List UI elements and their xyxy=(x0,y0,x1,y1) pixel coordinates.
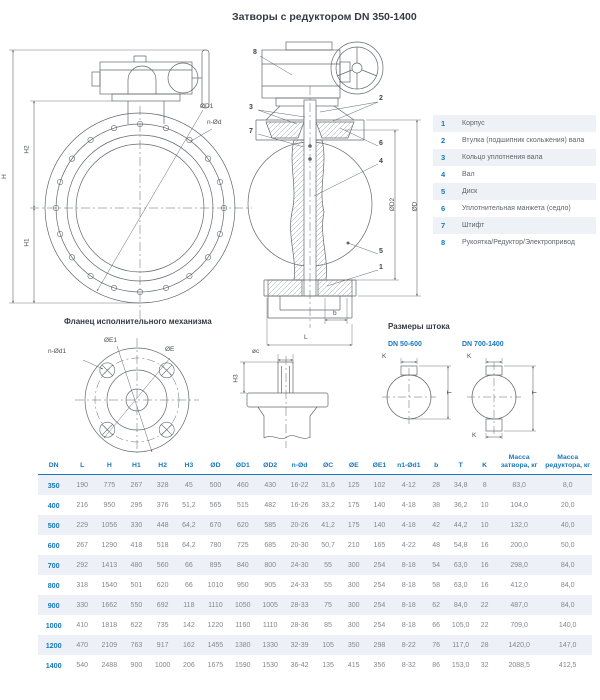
value-cell: 63,0 xyxy=(453,561,468,569)
value-cell: 501 xyxy=(130,581,143,589)
dn-cell: 600 xyxy=(47,540,60,550)
legend-item xyxy=(433,200,596,217)
value-cell: 430 xyxy=(264,481,276,489)
value-cell: 267 xyxy=(76,541,89,549)
stem-top-drawing xyxy=(240,354,328,448)
value-cell: 500 xyxy=(209,481,222,489)
table-header xyxy=(38,452,592,475)
value-cell: 86 xyxy=(432,661,441,669)
value-cell: 41,2 xyxy=(321,521,335,529)
value-cell: 206 xyxy=(183,661,195,669)
value-cell: 105 xyxy=(322,641,334,649)
parts-legend xyxy=(433,115,596,251)
value-cell: 8-18 xyxy=(401,561,416,569)
legend-item-number: 3 xyxy=(441,153,446,162)
dim-label-D1: ØD1 xyxy=(200,103,214,110)
dim-label-c: øc xyxy=(252,348,260,355)
column-header: Масса затвора, кг xyxy=(495,452,543,475)
column-header: ØC xyxy=(315,452,341,475)
value-cell: 448 xyxy=(156,521,169,529)
column-header: T xyxy=(447,452,474,475)
dim-label-D: ØD xyxy=(411,201,419,212)
legend-item-label: Вал xyxy=(462,171,475,178)
dim-label-H1: H1 xyxy=(23,238,31,247)
value-cell: 1110 xyxy=(208,601,223,609)
front-view-drawing xyxy=(9,50,252,322)
value-cell: 22 xyxy=(480,621,489,629)
value-cell: 1530 xyxy=(262,661,278,669)
dim-label-E: ØE xyxy=(165,346,175,353)
column-header: ØE xyxy=(341,452,367,475)
value-cell: 45 xyxy=(184,481,193,489)
legend-item-label: Уплотнительная манжета (седло) xyxy=(462,205,571,212)
value-cell: 709,0 xyxy=(510,621,528,629)
value-cell: 1050 xyxy=(234,601,251,609)
value-cell: 200,0 xyxy=(510,541,528,549)
legend-item xyxy=(433,183,596,200)
value-cell: 2488 xyxy=(101,661,118,669)
value-cell: 153,0 xyxy=(451,661,470,669)
value-cell: 20,0 xyxy=(560,501,575,509)
value-cell: 64,2 xyxy=(182,521,196,529)
value-cell: 300 xyxy=(347,601,360,609)
value-cell: 10 xyxy=(480,501,489,509)
value-cell: 165 xyxy=(373,541,386,549)
value-cell: 1290 xyxy=(101,541,118,549)
value-cell: 950 xyxy=(236,581,249,589)
value-cell: 135 xyxy=(322,661,334,669)
value-cell: 66 xyxy=(184,581,193,589)
value-cell: 1110 xyxy=(262,621,278,629)
value-cell: 32-39 xyxy=(290,641,309,649)
value-cell: 412,0 xyxy=(510,581,528,589)
value-cell: 34,8 xyxy=(453,481,468,489)
value-cell: 22 xyxy=(480,601,489,609)
legend-item xyxy=(433,149,596,166)
dn-cell: 400 xyxy=(47,500,60,510)
value-cell: 36-42 xyxy=(290,661,309,669)
value-cell: 254 xyxy=(373,561,386,569)
value-cell: 66 xyxy=(184,561,193,569)
table-row xyxy=(38,655,592,675)
value-cell: 16 xyxy=(480,561,489,569)
dn-cell: 800 xyxy=(47,580,60,590)
column-header: n1-Ød1 xyxy=(392,452,425,475)
value-cell: 50,0 xyxy=(560,541,575,549)
value-cell: 16-22 xyxy=(290,481,309,489)
value-cell: 1413 xyxy=(101,561,118,569)
callout-6: 6 xyxy=(379,140,383,147)
dim-label-L: L xyxy=(304,334,308,341)
value-cell: 51,2 xyxy=(182,501,196,509)
value-cell: 28 xyxy=(480,641,489,649)
value-cell: 292 xyxy=(76,561,89,569)
dn-cell: 1200 xyxy=(45,640,62,650)
legend-item xyxy=(433,166,596,183)
value-cell: 66 xyxy=(432,621,441,629)
legend-item-number: 4 xyxy=(441,170,446,179)
value-cell: 318 xyxy=(76,581,89,589)
value-cell: 295 xyxy=(130,501,143,509)
value-cell: 267 xyxy=(130,481,143,489)
column-header: H xyxy=(95,452,124,475)
value-cell: 84,0 xyxy=(453,601,468,609)
stem-sizes-title: Размеры штока xyxy=(388,322,450,331)
callout-4: 4 xyxy=(379,158,383,165)
value-cell: 102 xyxy=(373,481,386,489)
value-cell: 2088,5 xyxy=(508,661,530,669)
column-header: L xyxy=(69,452,95,475)
value-cell: 40,0 xyxy=(560,521,575,529)
dim-label-T2: T xyxy=(531,390,539,395)
value-cell: 518 xyxy=(156,541,169,549)
callout-8: 8 xyxy=(253,49,257,56)
table-row xyxy=(38,575,592,595)
value-cell: 42 xyxy=(432,521,441,529)
table-row xyxy=(38,555,592,575)
value-cell: 540 xyxy=(76,661,89,669)
value-cell: 328 xyxy=(156,481,169,489)
callout-5: 5 xyxy=(379,248,383,255)
value-cell: 190 xyxy=(76,481,89,489)
column-header: K xyxy=(474,452,495,475)
value-cell: 175 xyxy=(347,501,360,509)
legend-item-label: Корпус xyxy=(462,120,485,127)
section-view-drawing xyxy=(248,42,421,345)
value-cell: 415 xyxy=(347,661,360,669)
value-cell: 692 xyxy=(156,601,169,609)
value-cell: 48 xyxy=(432,541,441,549)
column-header: ØD1 xyxy=(229,452,256,475)
value-cell: 55 xyxy=(324,561,332,569)
legend-item-number: 5 xyxy=(441,187,446,196)
value-cell: 118 xyxy=(183,601,195,609)
value-cell: 1330 xyxy=(262,641,278,649)
value-cell: 1005 xyxy=(262,601,278,609)
value-cell: 105,0 xyxy=(451,621,470,629)
dim-label-K2b: K xyxy=(472,432,477,439)
dim-label-n-d: n-Ød xyxy=(207,119,222,126)
column-header: ØD2 xyxy=(256,452,283,475)
column-header: n-Ød xyxy=(284,452,315,475)
value-cell: 917 xyxy=(156,641,169,649)
dim-label-H: H xyxy=(0,174,8,179)
value-cell: 31,6 xyxy=(321,481,335,489)
value-cell: 1540 xyxy=(101,581,118,589)
column-header: H1 xyxy=(124,452,150,475)
value-cell: 412,5 xyxy=(558,661,577,669)
table-row xyxy=(38,495,592,515)
value-cell: 298 xyxy=(373,641,386,649)
value-cell: 229 xyxy=(76,521,89,529)
shaft-section-dn700-1400 xyxy=(467,358,539,439)
legend-item xyxy=(433,132,596,149)
value-cell: 8-18 xyxy=(401,601,416,609)
value-cell: 300 xyxy=(347,621,360,629)
value-cell: 104,0 xyxy=(510,501,528,509)
value-cell: 132,0 xyxy=(510,521,528,529)
value-cell: 76 xyxy=(432,641,441,649)
value-cell: 725 xyxy=(236,541,249,549)
value-cell: 4-18 xyxy=(401,501,416,509)
value-cell: 210 xyxy=(347,541,360,549)
value-cell: 620 xyxy=(156,581,169,589)
value-cell: 950 xyxy=(103,501,116,509)
legend-item xyxy=(433,234,596,251)
legend-item-label: Рукоятка/Редуктор/Электропривод xyxy=(462,239,575,246)
value-cell: 8-18 xyxy=(401,581,416,589)
value-cell: 24-33 xyxy=(290,581,309,589)
value-cell: 1662 xyxy=(101,601,118,609)
table-row xyxy=(38,615,592,635)
value-cell: 125 xyxy=(347,481,360,489)
value-cell: 175 xyxy=(347,521,360,529)
value-cell: 4-22 xyxy=(401,541,416,549)
value-cell: 162 xyxy=(183,641,195,649)
value-cell: 117,0 xyxy=(452,641,470,649)
value-cell: 10 xyxy=(480,521,489,529)
value-cell: 1455 xyxy=(207,641,224,649)
value-cell: 470 xyxy=(76,641,89,649)
value-cell: 140 xyxy=(373,501,386,509)
value-cell: 1380 xyxy=(234,641,251,649)
value-cell: 410 xyxy=(76,621,89,629)
value-cell: 515 xyxy=(236,501,249,509)
dim-label-K2: K xyxy=(467,353,472,360)
dn-cell: 700 xyxy=(47,560,60,570)
value-cell: 685 xyxy=(264,541,276,549)
value-cell: 622 xyxy=(130,621,143,629)
value-cell: 50,7 xyxy=(321,541,335,549)
value-cell: 8,0 xyxy=(562,481,573,489)
dim-label-H2: H2 xyxy=(23,145,31,154)
legend-item-label: Кольцо уплотнения вала xyxy=(462,154,543,161)
value-cell: 1420,0 xyxy=(508,641,530,649)
value-cell: 460 xyxy=(236,481,249,489)
column-header: DN xyxy=(38,452,69,475)
column-header: ØD xyxy=(202,452,229,475)
value-cell: 1590 xyxy=(234,661,251,669)
value-cell: 84,0 xyxy=(560,561,575,569)
dim-label-E1: ØE1 xyxy=(104,337,118,344)
value-cell: 140 xyxy=(373,521,386,529)
dim-label-b: b xyxy=(333,310,337,317)
column-header: H2 xyxy=(149,452,176,475)
table-row xyxy=(38,595,592,615)
column-header: H3 xyxy=(176,452,202,475)
value-cell: 147,0 xyxy=(558,641,577,649)
value-cell: 54 xyxy=(432,561,441,569)
value-cell: 33,2 xyxy=(321,501,335,509)
dn-cell: 900 xyxy=(47,600,60,610)
value-cell: 330 xyxy=(130,521,143,529)
value-cell: 4-12 xyxy=(401,481,416,489)
column-header: ØE1 xyxy=(367,452,393,475)
legend-item-label: Диск xyxy=(462,188,478,195)
value-cell: 38 xyxy=(432,501,441,509)
value-cell: 895 xyxy=(209,561,222,569)
table-row xyxy=(38,515,592,535)
value-cell: 62 xyxy=(432,601,441,609)
value-cell: 84,0 xyxy=(560,581,575,589)
page-title: Затворы с редуктором DN 350-1400 xyxy=(232,11,417,23)
value-cell: 64,2 xyxy=(182,541,196,549)
value-cell: 763 xyxy=(130,641,143,649)
value-cell: 4-18 xyxy=(401,521,416,529)
dimensions-table xyxy=(38,452,592,675)
shaft-section-dn50-600 xyxy=(382,358,454,426)
value-cell: 480 xyxy=(130,561,143,569)
value-cell: 356 xyxy=(373,661,386,669)
value-cell: 24-30 xyxy=(290,561,309,569)
actuator-flange-drawing xyxy=(75,338,199,453)
value-cell: 780 xyxy=(209,541,222,549)
dim-label-n-d1: n-Ød1 xyxy=(48,348,67,355)
value-cell: 1818 xyxy=(101,621,118,629)
value-cell: 28 xyxy=(432,481,441,489)
table-row xyxy=(38,475,592,496)
value-cell: 1675 xyxy=(207,661,224,669)
dn-cell: 500 xyxy=(47,520,60,530)
legend-item-label: Втулка (подшипник скольжения) вала xyxy=(462,137,585,144)
dim-label-H3: H3 xyxy=(232,374,240,383)
legend-item-number: 8 xyxy=(441,238,446,247)
callout-1: 1 xyxy=(379,264,383,271)
value-cell: 800 xyxy=(264,561,276,569)
value-cell: 900 xyxy=(130,661,143,669)
table-row xyxy=(38,635,592,655)
callout-2: 2 xyxy=(379,95,383,102)
value-cell: 20-26 xyxy=(290,521,309,529)
legend-item-label: Штифт xyxy=(462,222,485,229)
table-body xyxy=(38,475,592,676)
value-cell: 418 xyxy=(130,541,143,549)
dn-cell: 350 xyxy=(47,480,60,490)
flange-section-title: Фланец исполнительного механизма xyxy=(64,317,212,326)
value-cell: 1220 xyxy=(207,621,224,629)
value-cell: 840 xyxy=(236,561,249,569)
value-cell: 482 xyxy=(264,501,276,509)
value-cell: 670 xyxy=(209,521,222,529)
column-header: b xyxy=(425,452,447,475)
value-cell: 54,8 xyxy=(453,541,468,549)
callout-7: 7 xyxy=(249,128,253,135)
legend-item xyxy=(433,115,596,132)
value-cell: 300 xyxy=(347,581,360,589)
legend-item-number: 7 xyxy=(441,221,446,230)
legend-item xyxy=(433,217,596,234)
value-cell: 254 xyxy=(373,601,386,609)
value-cell: 83,0 xyxy=(512,481,526,489)
value-cell: 16 xyxy=(480,541,489,549)
value-cell: 376 xyxy=(156,501,169,509)
value-cell: 560 xyxy=(156,561,169,569)
value-cell: 620 xyxy=(236,521,249,529)
value-cell: 58 xyxy=(432,581,441,589)
dn-cell: 1400 xyxy=(45,660,62,670)
value-cell: 44,2 xyxy=(453,521,468,529)
value-cell: 1056 xyxy=(101,521,118,529)
value-cell: 8-22 xyxy=(401,641,416,649)
value-cell: 254 xyxy=(373,621,386,629)
value-cell: 55 xyxy=(324,581,332,589)
value-cell: 16-26 xyxy=(290,501,309,509)
shaft-variant-dn700-1400: DN 700-1400 xyxy=(462,341,504,348)
table-row xyxy=(38,535,592,555)
value-cell: 75 xyxy=(324,601,332,609)
value-cell: 142 xyxy=(183,621,195,629)
legend-item-number: 1 xyxy=(441,119,446,128)
value-cell: 85 xyxy=(324,621,332,629)
value-cell: 1010 xyxy=(207,581,224,589)
value-cell: 8-32 xyxy=(401,661,416,669)
legend-item-number: 6 xyxy=(441,204,446,213)
value-cell: 2109 xyxy=(101,641,118,649)
value-cell: 585 xyxy=(264,521,276,529)
value-cell: 36,2 xyxy=(453,501,468,509)
value-cell: 28-33 xyxy=(290,601,309,609)
value-cell: 550 xyxy=(130,601,143,609)
value-cell: 16 xyxy=(480,581,489,589)
value-cell: 84,0 xyxy=(560,601,575,609)
column-header: Масса редуктора, кг xyxy=(543,452,592,475)
value-cell: 300 xyxy=(347,561,360,569)
value-cell: 735 xyxy=(156,621,169,629)
value-cell: 298,0 xyxy=(510,561,528,569)
value-cell: 20-30 xyxy=(290,541,309,549)
dn-cell: 1000 xyxy=(45,620,62,630)
value-cell: 216 xyxy=(76,501,89,509)
value-cell: 254 xyxy=(373,581,386,589)
callout-3: 3 xyxy=(249,104,253,111)
dim-label-T1: T xyxy=(446,390,454,395)
shaft-variant-dn50-600: DN 50-600 xyxy=(388,341,422,348)
value-cell: 63,0 xyxy=(453,581,468,589)
value-cell: 487,0 xyxy=(510,601,528,609)
dim-label-D2: ØD2 xyxy=(389,197,397,212)
value-cell: 8 xyxy=(482,481,487,489)
value-cell: 140,0 xyxy=(558,621,577,629)
value-cell: 1000 xyxy=(154,661,171,669)
value-cell: 330 xyxy=(76,601,89,609)
value-cell: 775 xyxy=(103,481,116,489)
legend-item-number: 2 xyxy=(441,136,446,145)
value-cell: 1160 xyxy=(235,621,251,629)
value-cell: 565 xyxy=(209,501,222,509)
value-cell: 32 xyxy=(480,661,489,669)
value-cell: 350 xyxy=(347,641,360,649)
value-cell: 8-18 xyxy=(401,621,416,629)
dim-label-K1: K xyxy=(382,353,387,360)
value-cell: 28-36 xyxy=(290,621,309,629)
value-cell: 905 xyxy=(264,581,276,589)
